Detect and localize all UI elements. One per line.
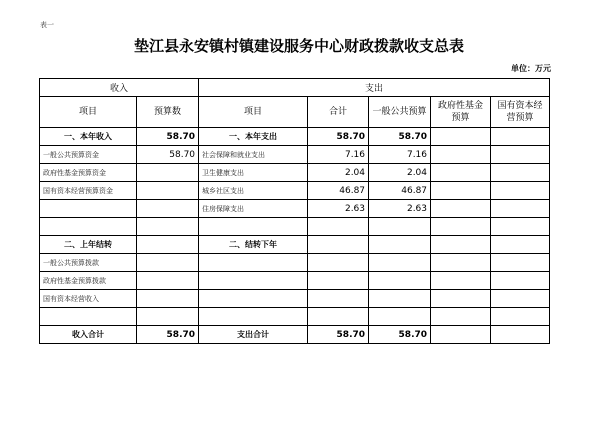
income-amount-cell: 58.70 bbox=[137, 128, 199, 146]
col-budget: 预算数 bbox=[137, 97, 199, 128]
col-fund: 政府性基金预算 bbox=[431, 97, 491, 128]
expenditure-item-cell: 卫生健康支出 bbox=[199, 164, 308, 182]
expenditure-item-cell: 社会保障和就业支出 bbox=[199, 146, 308, 164]
income-item-cell: 一、本年收入 bbox=[40, 128, 137, 146]
general-budget-cell: 2.04 bbox=[369, 164, 431, 182]
table-row bbox=[40, 128, 550, 146]
income-item-cell bbox=[40, 218, 137, 236]
income-item-cell: 收入合计 bbox=[40, 326, 137, 344]
income-item-cell: 一般公共预算资金 bbox=[40, 146, 137, 164]
table-body bbox=[40, 128, 550, 344]
income-amount-cell bbox=[137, 272, 199, 290]
col-state: 国有资本经营预算 bbox=[491, 97, 550, 128]
expenditure-item-cell: 住房保障支出 bbox=[199, 200, 308, 218]
fund-budget-cell bbox=[431, 326, 491, 344]
income-item-cell: 国有资本经营预算资金 bbox=[40, 182, 137, 200]
table-row bbox=[40, 200, 550, 218]
total-cell: 2.04 bbox=[308, 164, 369, 182]
expenditure-header: 支出 bbox=[199, 79, 550, 97]
fund-budget-cell bbox=[431, 164, 491, 182]
general-budget-cell: 7.16 bbox=[369, 146, 431, 164]
state-budget-cell bbox=[491, 326, 550, 344]
state-budget-cell bbox=[491, 200, 550, 218]
state-budget-cell bbox=[491, 236, 550, 254]
general-budget-cell bbox=[369, 272, 431, 290]
income-item-cell bbox=[40, 308, 137, 326]
total-cell bbox=[308, 236, 369, 254]
expenditure-item-cell bbox=[199, 254, 308, 272]
fund-budget-cell bbox=[431, 308, 491, 326]
col-item2: 项目 bbox=[199, 97, 308, 128]
table-label: 表一 bbox=[40, 21, 54, 29]
unit-label: 单位：万元 bbox=[511, 64, 551, 73]
total-cell: 58.70 bbox=[308, 128, 369, 146]
state-budget-cell bbox=[491, 290, 550, 308]
income-amount-cell: 58.70 bbox=[137, 326, 199, 344]
table-row bbox=[40, 272, 550, 290]
col-item: 项目 bbox=[40, 97, 137, 128]
expenditure-item-cell bbox=[199, 290, 308, 308]
state-budget-cell bbox=[491, 164, 550, 182]
income-item-cell: 二、上年结转 bbox=[40, 236, 137, 254]
total-cell bbox=[308, 254, 369, 272]
fund-budget-cell bbox=[431, 290, 491, 308]
state-budget-cell bbox=[491, 128, 550, 146]
general-budget-cell bbox=[369, 218, 431, 236]
general-budget-cell bbox=[369, 236, 431, 254]
table-row bbox=[40, 326, 550, 344]
expenditure-item-cell bbox=[199, 272, 308, 290]
general-budget-cell: 58.70 bbox=[369, 326, 431, 344]
fund-budget-cell bbox=[431, 128, 491, 146]
income-amount-cell bbox=[137, 182, 199, 200]
expenditure-item-cell: 城乡社区支出 bbox=[199, 182, 308, 200]
income-item-cell: 一般公共预算拨款 bbox=[40, 254, 137, 272]
income-amount-cell bbox=[137, 290, 199, 308]
total-cell bbox=[308, 290, 369, 308]
general-budget-cell bbox=[369, 254, 431, 272]
income-item-cell: 国有资本经营收入 bbox=[40, 290, 137, 308]
expenditure-item-cell bbox=[199, 218, 308, 236]
fund-budget-cell bbox=[431, 200, 491, 218]
general-budget-cell: 58.70 bbox=[369, 128, 431, 146]
income-header: 收入 bbox=[40, 79, 199, 97]
general-budget-cell bbox=[369, 290, 431, 308]
expenditure-item-cell bbox=[199, 308, 308, 326]
table-row bbox=[40, 290, 550, 308]
table-row bbox=[40, 146, 550, 164]
income-item-cell: 政府性基金预算拨款 bbox=[40, 272, 137, 290]
table-row bbox=[40, 218, 550, 236]
page-title: 垫江县永安镇村镇建设服务中心财政拨款收支总表 bbox=[133, 37, 464, 55]
expenditure-item-cell: 支出合计 bbox=[199, 326, 308, 344]
budget-table bbox=[39, 78, 550, 344]
column-header-row bbox=[40, 97, 550, 128]
table-row bbox=[40, 182, 550, 200]
income-amount-cell bbox=[137, 164, 199, 182]
income-amount-cell bbox=[137, 200, 199, 218]
col-total: 合计 bbox=[308, 97, 369, 128]
total-cell bbox=[308, 218, 369, 236]
fund-budget-cell bbox=[431, 146, 491, 164]
expenditure-item-cell: 一、本年支出 bbox=[199, 128, 308, 146]
fund-budget-cell bbox=[431, 218, 491, 236]
total-cell: 46.87 bbox=[308, 182, 369, 200]
state-budget-cell bbox=[491, 182, 550, 200]
income-amount-cell: 58.70 bbox=[137, 146, 199, 164]
general-budget-cell bbox=[369, 308, 431, 326]
section-header-row bbox=[40, 79, 550, 97]
state-budget-cell bbox=[491, 308, 550, 326]
total-cell bbox=[308, 272, 369, 290]
table-row bbox=[40, 164, 550, 182]
fund-budget-cell bbox=[431, 182, 491, 200]
total-cell bbox=[308, 308, 369, 326]
general-budget-cell: 46.87 bbox=[369, 182, 431, 200]
state-budget-cell bbox=[491, 254, 550, 272]
income-amount-cell bbox=[137, 218, 199, 236]
state-budget-cell bbox=[491, 272, 550, 290]
total-cell: 58.70 bbox=[308, 326, 369, 344]
income-item-cell: 政府性基金预算资金 bbox=[40, 164, 137, 182]
state-budget-cell bbox=[491, 146, 550, 164]
general-budget-cell: 2.63 bbox=[369, 200, 431, 218]
expenditure-item-cell: 二、结转下年 bbox=[199, 236, 308, 254]
table-row bbox=[40, 308, 550, 326]
total-cell: 2.63 bbox=[308, 200, 369, 218]
table-row bbox=[40, 254, 550, 272]
income-amount-cell bbox=[137, 308, 199, 326]
col-general: 一般公共预算 bbox=[369, 97, 431, 128]
table-row bbox=[40, 236, 550, 254]
state-budget-cell bbox=[491, 218, 550, 236]
income-amount-cell bbox=[137, 236, 199, 254]
fund-budget-cell bbox=[431, 272, 491, 290]
fund-budget-cell bbox=[431, 254, 491, 272]
total-cell: 7.16 bbox=[308, 146, 369, 164]
income-amount-cell bbox=[137, 254, 199, 272]
income-item-cell bbox=[40, 200, 137, 218]
fund-budget-cell bbox=[431, 236, 491, 254]
